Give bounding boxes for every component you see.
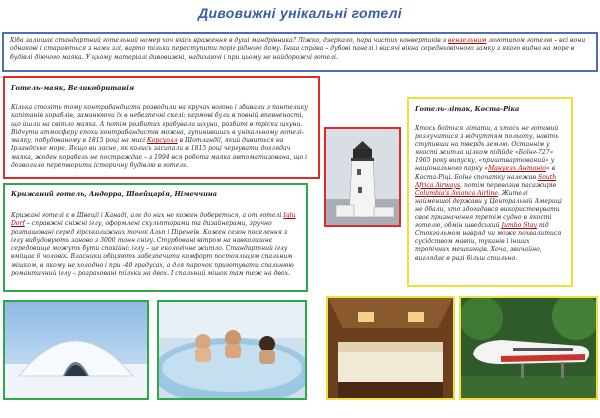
plane-text-5: під Стокгольмом навряд чи може похвалитися сусідством мавпи, туканів і інших тропічних мешканців. Хоча, звичайно, виглядає в разі більш стильно. [415,222,562,262]
intro-text-2: логотипом готелю – всі вони однакові і стараються з нами злі, варто тільки переступити поріг рідного дому. Інша справа – дубові панелі і висячі вікна середньовічного замку з якого видно на море в будівлі діючого маяка. У цьому матеріалі дивовижні, надихаючі і при цьому не найдорожчі готелі. [10,37,586,61]
intro-box [2,32,598,72]
ice-hotel-link[interactable]: Iglu Dorf [11,212,296,228]
lighthouse-link[interactable]: Корсуолл [147,137,178,145]
plane-photo [459,296,598,400]
plane-hotel-text [415,125,565,263]
intro-link[interactable]: вензельним [448,37,487,44]
hot-tub-illustration [159,302,305,398]
hot-tub-photo [157,300,307,400]
igloo-photo [3,300,149,400]
plane-text-1: Хтось боїться літати, а хтось не готовий розлучитися з відчуттям польоту, навіть ступивши на твердь землю. Останнім у якості житла цілком підійде «Боїнг-727» 1965 року випуску, «приштвартований» у національного парку « [415,125,559,173]
plane-link-3[interactable]: Columbia's Avianca Airline [415,189,498,197]
ice-hotel-heading: Крижаний готель, Андорра, Швейцарія, Німеччина [11,190,217,198]
lighthouse-illustration [326,129,399,225]
ice-text-1: Крижані готелі є в Швеції і Канаді, але до них не кожен добереться, а от готелі [11,212,284,219]
lighthouse-heading: Готель-маяк, Великобританія [11,84,135,92]
plane-link-1[interactable]: Мануель Антоніо [488,165,546,173]
lighthouse-text [11,104,312,170]
plane-text-2: » в Коста-Ріці. Боїнг спочатку належав [415,165,556,181]
ice-hotel-section [3,183,308,292]
lighthouse-photo [324,127,401,227]
plane-text-4: . Жителі найменшої держави у Центральній Америці не дбали, хто здогадався використовувати своє призначення третім судно в якості готелю, обмін шведський [415,189,562,230]
lighthouse-text-1: Кілька століть тому контрабандисти розводили на кручах вогонь і збивали з пантелику капітанів кораблів, заманюючи їх в небезпечні скелі: кермові були в повній впевненості, що йшли на світло маяка. А потім розбитих грабували шхуни, розбиті в тріски шхуни. Відчути атмосферу епохи контрабандистів можна, зупинившись в унікальному готелі-маяку, побудованому в 1815 році на мисі [11,104,308,145]
ice-hotel-text [11,212,300,278]
plane-hotel-section [407,97,573,287]
bedroom-photo [326,296,455,400]
page-title: Дивовижні унікальні готелі [198,5,402,21]
igloo-illustration [5,302,147,398]
plane-link-4[interactable]: Jumbo Stay [501,222,537,230]
lighthouse-section [3,76,320,179]
bedroom-illustration [328,298,453,398]
plane-hotel-heading: Готель-літак, Коста-Ріка [415,105,520,113]
plane-link-2[interactable]: South Africa Airways [415,173,557,189]
lighthouse-text-2: в Шотландії, який дивиться на Ірландське море. Якщо ви засне, як колись засипали в 1815 році чергувати доглядач маяка, жоден корабель не постраждає – з 1994 вся робота маяка автоматизована, що і дозволило перетворити історичну будівлю в готель. [11,137,308,170]
plane-illustration [461,298,596,398]
ice-text-2: – справжні сніжні іглу, оформлені скульпторами та дизайнерами, зручно розташовані серед гірськолижних точок Альп і Піренеїв. Кожен сезон поселення з іглу вибудовують заново з 3000 тонн снігу. Стурбовані вітром на навколишнє середовище можуть бути спокійні: іглу – це екологічне житло. Стандартний іглу вміщає 6 чоловік. Власники обіцяють забезпечити комфорт постояльцям спальним мішком, в якому не холодно і при -40 градусах, а для парочок приготувати спальнюю романтичний іглу – розраховані тільки на двох. І спальний мішок там теж на двох. [11,220,294,278]
intro-text-1: Хіба залишає стандартний готельний номер хоч якісь враження в душі мандрівника? Ліжко, дзеркало, пара чистих конвертиків з [10,37,449,44]
plane-text-3: , потім перевозив пасажирів [460,181,557,189]
